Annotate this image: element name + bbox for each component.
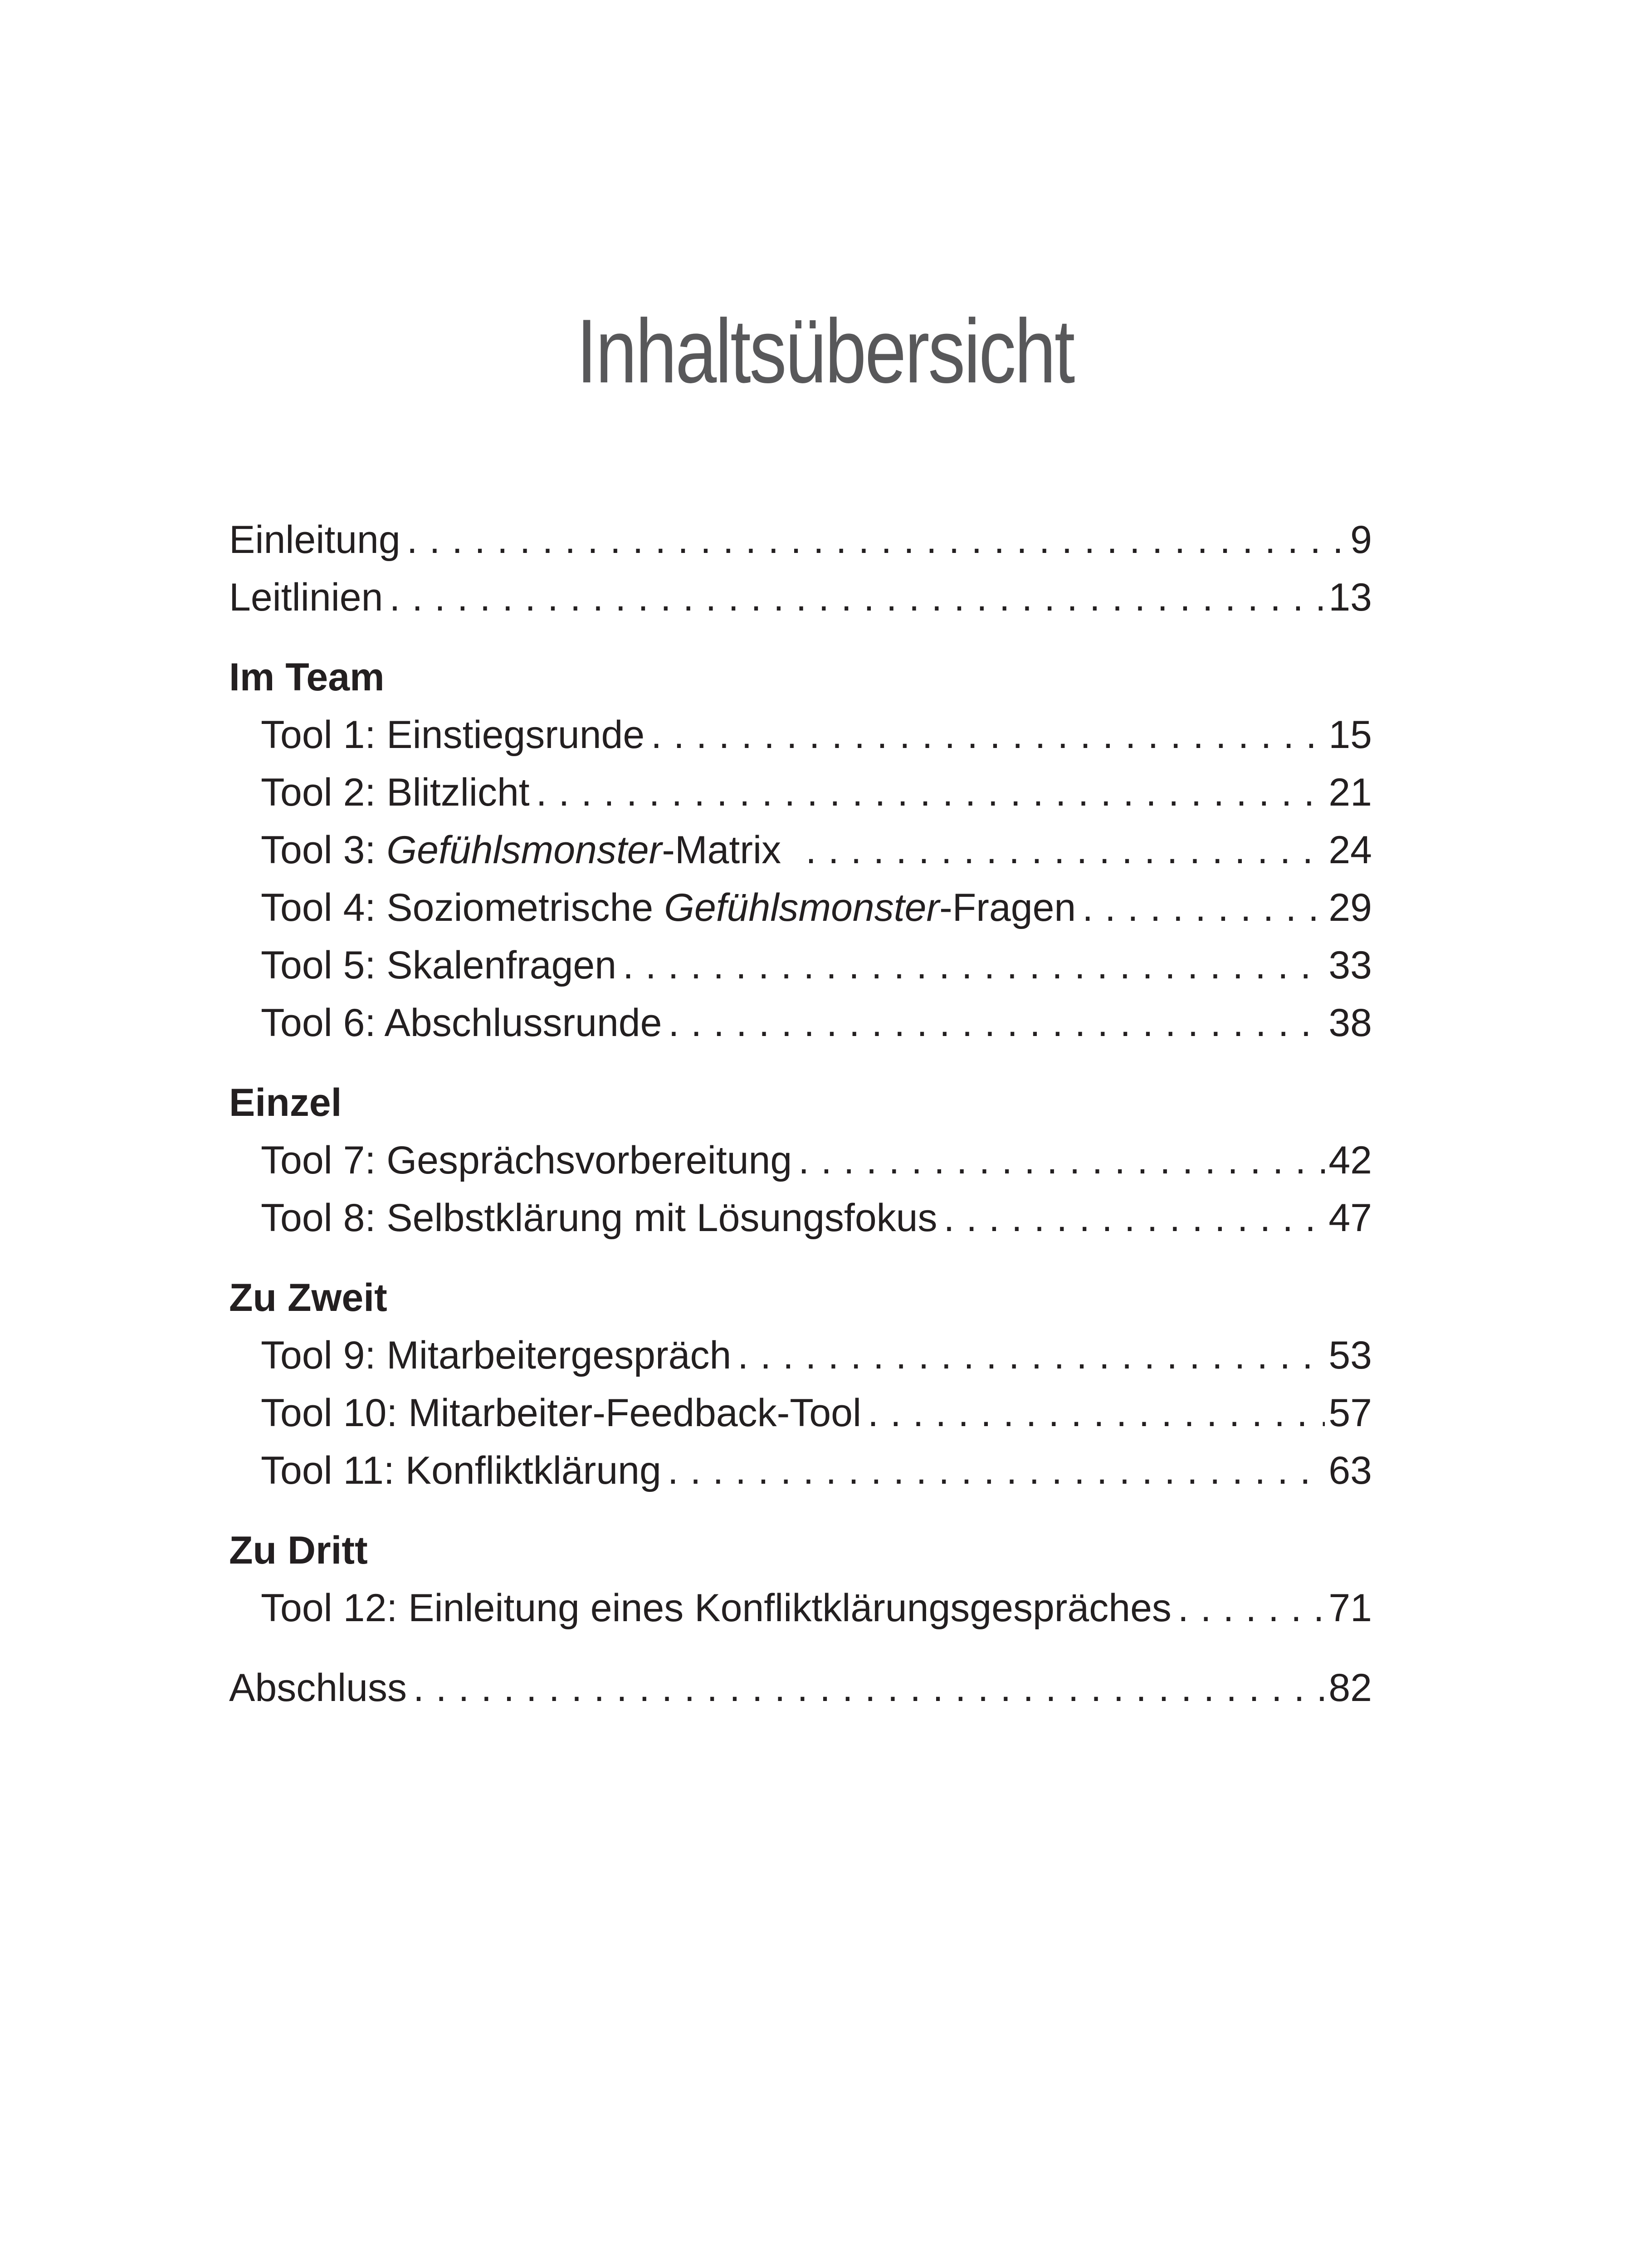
- toc-entry-label: Tool 8: Selbstklärung mit Lösungsfokus: [261, 1196, 937, 1240]
- toc-entry-page: 71: [1328, 1586, 1372, 1630]
- toc-entry-page: 29: [1328, 886, 1372, 929]
- toc-entry-page: 9: [1350, 518, 1372, 562]
- dot-leader: [623, 938, 1325, 992]
- toc-entry-label: Einleitung: [229, 518, 400, 562]
- toc-entry-page: 24: [1328, 828, 1372, 872]
- toc-entry-leitlinien[interactable]: [229, 570, 1372, 625]
- dot-leader: [737, 1328, 1325, 1383]
- toc-entry-tool-3[interactable]: [229, 823, 1372, 877]
- toc-entry-label: Tool 6: Abschlussrunde: [261, 1001, 662, 1045]
- dot-leader: [668, 996, 1325, 1050]
- toc-entry-label-suffix: -Matrix: [662, 828, 781, 872]
- toc-entry-page: 57: [1328, 1391, 1372, 1435]
- toc-entry-einleitung[interactable]: [229, 513, 1372, 567]
- toc-entry-page: 33: [1328, 943, 1372, 987]
- toc-entry-label-italic: Gefühlsmonster: [386, 828, 662, 872]
- toc-entry-tool-9[interactable]: [229, 1328, 1372, 1383]
- toc-entry-page: 82: [1328, 1666, 1372, 1710]
- toc-entry-label: Tool 12: Einleitung eines Konfliktklärungsgespräches: [261, 1586, 1172, 1630]
- toc-entry-tool-4[interactable]: [229, 880, 1372, 935]
- toc-entry-page: 63: [1328, 1449, 1372, 1492]
- dot-leader: [798, 1133, 1325, 1188]
- toc-entry-page: 47: [1328, 1196, 1372, 1240]
- toc-entry-tool-7[interactable]: [229, 1133, 1372, 1188]
- toc-entry-label: Tool 10: Mitarbeiter-Feedback-Tool: [261, 1391, 862, 1435]
- toc-entry-page: 53: [1328, 1334, 1372, 1377]
- toc-entry-label-prefix: Tool 4: Soziometrische: [261, 886, 664, 929]
- toc-entry-label: Tool 9: Mitarbeitergespräch: [261, 1334, 732, 1377]
- dot-leader: [668, 1443, 1325, 1498]
- toc-entry-page: 42: [1328, 1139, 1372, 1182]
- toc-entry-page: 13: [1328, 576, 1372, 619]
- toc-entry-page: 15: [1328, 713, 1372, 757]
- dot-leader: [868, 1386, 1325, 1440]
- toc-entry-label: [229, 823, 787, 877]
- toc-entry-tool-11[interactable]: [229, 1443, 1372, 1498]
- toc-entry-tool-2[interactable]: [229, 765, 1372, 820]
- toc-entry-label: Tool 5: Skalenfragen: [261, 943, 617, 987]
- dot-leader: [805, 823, 1325, 877]
- toc-entry-label: Leitlinien: [229, 576, 383, 619]
- toc-entry-label: [229, 880, 1082, 935]
- dot-leader: [413, 1661, 1325, 1715]
- toc-entry-page: 38: [1328, 1001, 1372, 1045]
- toc-entry-label: Tool 1: Einstiegsrunde: [261, 713, 645, 757]
- toc-entry-tool-5[interactable]: [229, 938, 1372, 992]
- section-heading-zu-zweit: Zu Zweit: [229, 1276, 387, 1320]
- dot-leader: [536, 765, 1325, 820]
- section-heading-zu-dritt: Zu Dritt: [229, 1529, 368, 1572]
- toc-entry-label: Tool 2: Blitzlicht: [261, 771, 530, 814]
- toc-entry-page: 21: [1328, 771, 1372, 814]
- dot-leader: [943, 1191, 1325, 1245]
- toc-entry-label: Tool 7: Gesprächsvorbereitung: [261, 1139, 792, 1182]
- toc-entry-label-prefix: Tool 3:: [261, 828, 387, 872]
- toc-entry-tool-8[interactable]: [229, 1191, 1372, 1245]
- toc-entry-label-italic: Gefühlsmonster: [664, 886, 940, 929]
- toc-entry-label: Tool 11: Konfliktklärung: [261, 1449, 661, 1492]
- dot-leader: [1082, 880, 1325, 935]
- dot-leader: [1178, 1581, 1325, 1635]
- dot-leader: [407, 513, 1347, 567]
- toc-entry-label: Abschluss: [229, 1666, 407, 1710]
- toc-entry-tool-6[interactable]: [229, 996, 1372, 1050]
- toc-entry-tool-1[interactable]: [229, 708, 1372, 762]
- page-title: Inhaltsübersicht: [576, 301, 1074, 402]
- toc-entry-abschluss[interactable]: [229, 1661, 1372, 1715]
- toc-entry-label-suffix: -Fragen: [939, 886, 1076, 929]
- section-heading-einzel: Einzel: [229, 1081, 342, 1124]
- toc-entry-tool-10[interactable]: [229, 1386, 1372, 1440]
- section-heading-im-team: Im Team: [229, 655, 385, 699]
- dot-leader: [389, 570, 1325, 625]
- dot-leader: [651, 708, 1325, 762]
- toc-entry-tool-12[interactable]: [229, 1581, 1372, 1635]
